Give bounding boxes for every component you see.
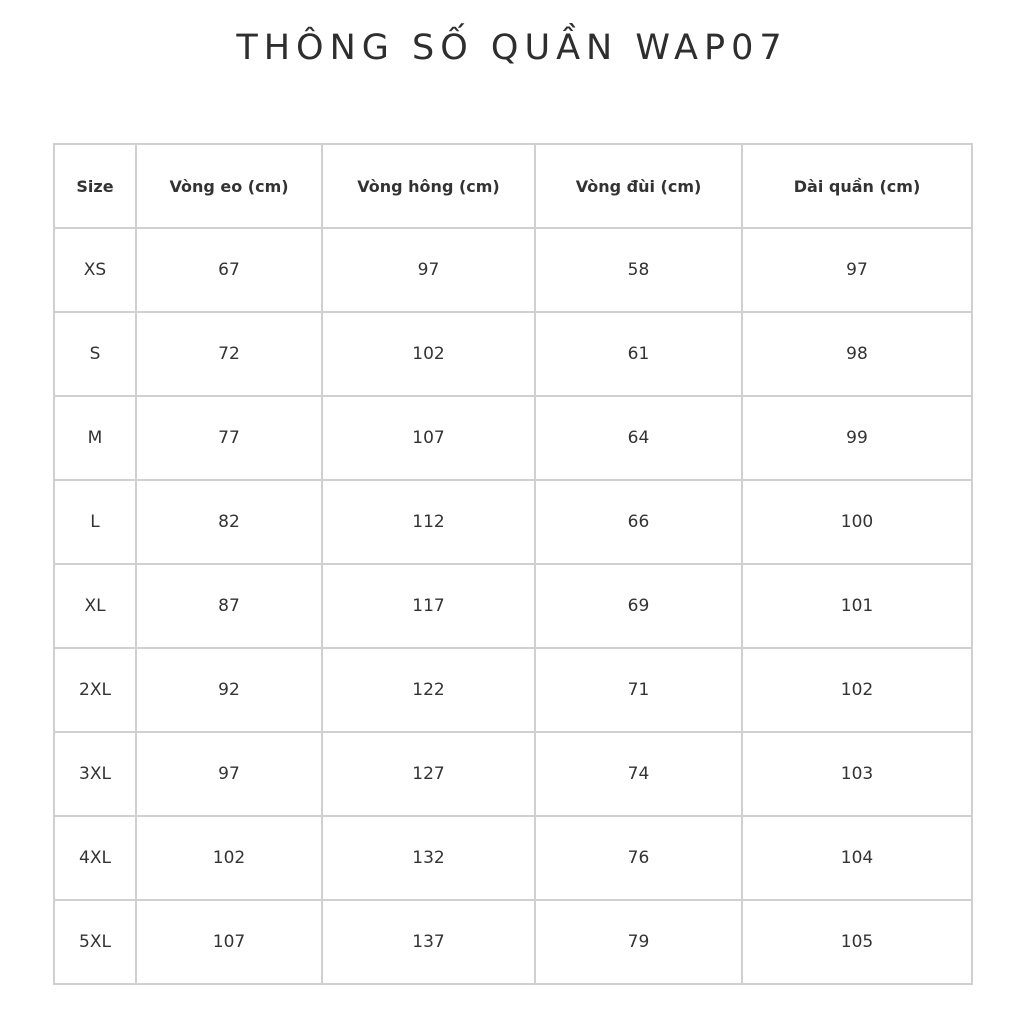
table-row (54, 900, 972, 984)
table-row (54, 564, 972, 648)
cell-waist: 82 (136, 480, 322, 564)
table-row (54, 228, 972, 312)
cell-hip: 102 (322, 312, 535, 396)
cell-hip: 122 (322, 648, 535, 732)
cell-size: 5XL (54, 900, 136, 984)
table-row (54, 312, 972, 396)
cell-thigh: 64 (535, 396, 742, 480)
size-chart-table (53, 143, 973, 985)
cell-thigh: 71 (535, 648, 742, 732)
cell-length: 99 (742, 396, 972, 480)
cell-waist: 107 (136, 900, 322, 984)
cell-hip: 117 (322, 564, 535, 648)
cell-length: 98 (742, 312, 972, 396)
header-thigh: Vòng đùi (cm) (535, 144, 742, 228)
cell-size: S (54, 312, 136, 396)
cell-hip: 127 (322, 732, 535, 816)
cell-length: 104 (742, 816, 972, 900)
cell-thigh: 61 (535, 312, 742, 396)
cell-size: 4XL (54, 816, 136, 900)
header-waist: Vòng eo (cm) (136, 144, 322, 228)
cell-hip: 97 (322, 228, 535, 312)
cell-waist: 97 (136, 732, 322, 816)
cell-waist: 67 (136, 228, 322, 312)
cell-size: M (54, 396, 136, 480)
cell-length: 103 (742, 732, 972, 816)
table-header-row (54, 144, 972, 228)
cell-waist: 72 (136, 312, 322, 396)
page-title: THÔNG SỐ QUẦN WAP07 (236, 28, 788, 68)
table-row (54, 732, 972, 816)
cell-hip: 137 (322, 900, 535, 984)
table-row (54, 816, 972, 900)
cell-thigh: 74 (535, 732, 742, 816)
cell-waist: 102 (136, 816, 322, 900)
cell-waist: 92 (136, 648, 322, 732)
header-hip: Vòng hông (cm) (322, 144, 535, 228)
cell-thigh: 76 (535, 816, 742, 900)
cell-length: 100 (742, 480, 972, 564)
cell-hip: 132 (322, 816, 535, 900)
cell-waist: 87 (136, 564, 322, 648)
cell-length: 102 (742, 648, 972, 732)
cell-size: 3XL (54, 732, 136, 816)
table-row (54, 648, 972, 732)
cell-size: XS (54, 228, 136, 312)
cell-length: 97 (742, 228, 972, 312)
table-row (54, 396, 972, 480)
cell-thigh: 79 (535, 900, 742, 984)
cell-waist: 77 (136, 396, 322, 480)
cell-size: XL (54, 564, 136, 648)
cell-length: 101 (742, 564, 972, 648)
table-row (54, 480, 972, 564)
cell-hip: 112 (322, 480, 535, 564)
cell-thigh: 66 (535, 480, 742, 564)
header-length: Dài quần (cm) (742, 144, 972, 228)
cell-thigh: 69 (535, 564, 742, 648)
cell-size: 2XL (54, 648, 136, 732)
cell-hip: 107 (322, 396, 535, 480)
header-size: Size (54, 144, 136, 228)
cell-length: 105 (742, 900, 972, 984)
cell-thigh: 58 (535, 228, 742, 312)
cell-size: L (54, 480, 136, 564)
